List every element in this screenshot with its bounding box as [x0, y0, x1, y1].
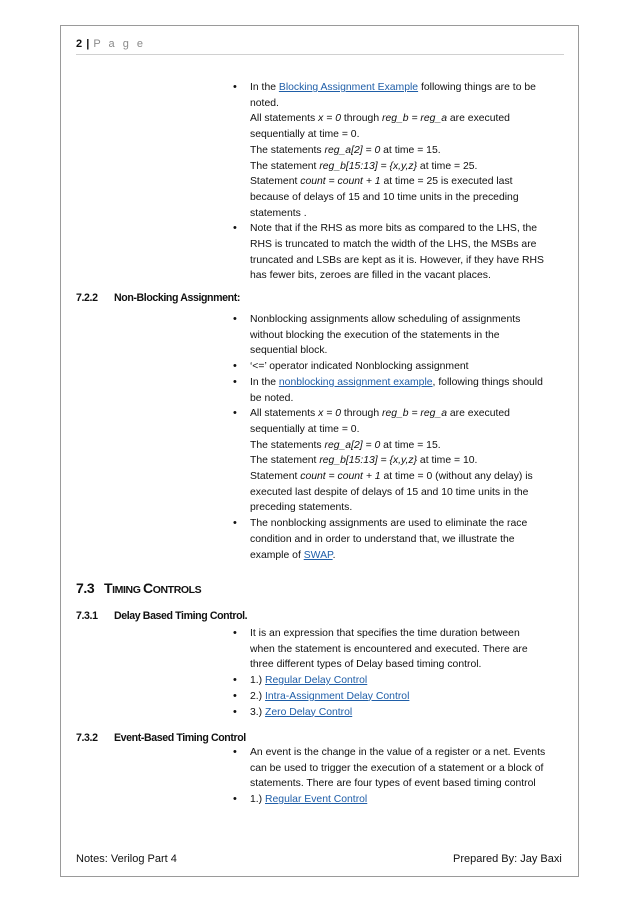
list-item: • It is an expression that specifies the time duration between when the statement is encountered and executed. There are three different types of Delay based timing control.: [232, 626, 564, 673]
section-heading-7-3-2: 7.3.2 Event-Based Timing Control: [76, 732, 246, 744]
swap-link[interactable]: SWAP: [303, 549, 333, 561]
list-item: • 1.) Regular Event Control: [232, 792, 564, 808]
page-word: P a g e: [93, 38, 146, 50]
list-item: • Nonblocking assignments allow scheduling of assignments without blocking the execution of the statements in the sequential block.: [232, 312, 564, 359]
list-item: • In the Blocking Assignment Example following things are to be noted. All statements x = 0 through reg_b = reg_a are executed sequentially at time = 0. The statements reg_a[2] = 0 at time = 15. The statement reg_b[15:13] = {x,y,z} at time = 25. Statement count = count + 1 at time = 25 is executed last because of delays of 15 and 10 time units in the preceding statements .: [232, 80, 564, 221]
page-header: [76, 38, 146, 50]
header-separator: |: [86, 38, 90, 50]
page-number: 2: [76, 38, 83, 50]
list-item: • ‘<=’ operator indicated Nonblocking assignment: [232, 359, 564, 375]
nonblocking-example-link[interactable]: nonblocking assignment example: [278, 376, 433, 388]
regular-event-control-link[interactable]: Regular Event Control: [265, 794, 368, 806]
section-heading-7-3: 7.3 TIMING CONTROLS: [76, 580, 202, 596]
list-item: • The nonblocking assignments are used to eliminate the race condition and in order to understand that, we illustrate the example of SWAP.: [232, 516, 564, 563]
list-item: • An event is the change in the value of a register or a net. Events can be used to trigger the execution of a statement or a block of statements. There are four types of event based timing control: [232, 745, 564, 792]
list-item: • 1.) Regular Delay Control: [232, 673, 564, 689]
list-item: • Note that if the RHS as more bits as compared to the LHS, the RHS is truncated to match the width of the LHS, the MSBs are truncated and LSBs are kept as it is. However, if they have RHS has fewer bits, zeroes are filled in the vacant places.: [232, 221, 564, 284]
nonblocking-notes-list: [232, 312, 564, 563]
event-control-list: [232, 745, 564, 808]
list-item: • All statements x = 0 through reg_b = reg_a are executed sequentially at time = 0. The statements reg_a[2] = 0 at time = 15. The statement reg_b[15:13] = {x,y,z} at time = 10. Statement count = count + 1 at time = 0 (without any delay) is executed last despite of delays of 15 and 10 time units in the preceding statements.: [232, 406, 564, 516]
footer-right: Prepared By: Jay Baxi: [453, 853, 562, 865]
list-item: • In the nonblocking assignment example, following things should be noted.: [232, 375, 564, 406]
regular-delay-control-link[interactable]: Regular Delay Control: [265, 675, 368, 687]
delay-control-list: [232, 626, 564, 720]
intra-assignment-delay-control-link[interactable]: Intra-Assignment Delay Control: [265, 690, 410, 702]
zero-delay-control-link[interactable]: Zero Delay Control: [265, 706, 353, 718]
blocking-example-link[interactable]: Blocking Assignment Example: [278, 82, 419, 93]
section-heading-7-3-1: 7.3.1 Delay Based Timing Control.: [76, 610, 248, 622]
footer-left: Notes: Verilog Part 4: [76, 853, 177, 865]
list-item: • 3.) Zero Delay Control: [232, 705, 564, 721]
blocking-notes-list: [232, 80, 564, 284]
header-rule: [76, 54, 564, 55]
list-item: • 2.) Intra-Assignment Delay Control: [232, 689, 564, 705]
section-heading-7-2-2: 7.2.2 Non-Blocking Assignment:: [76, 292, 240, 304]
